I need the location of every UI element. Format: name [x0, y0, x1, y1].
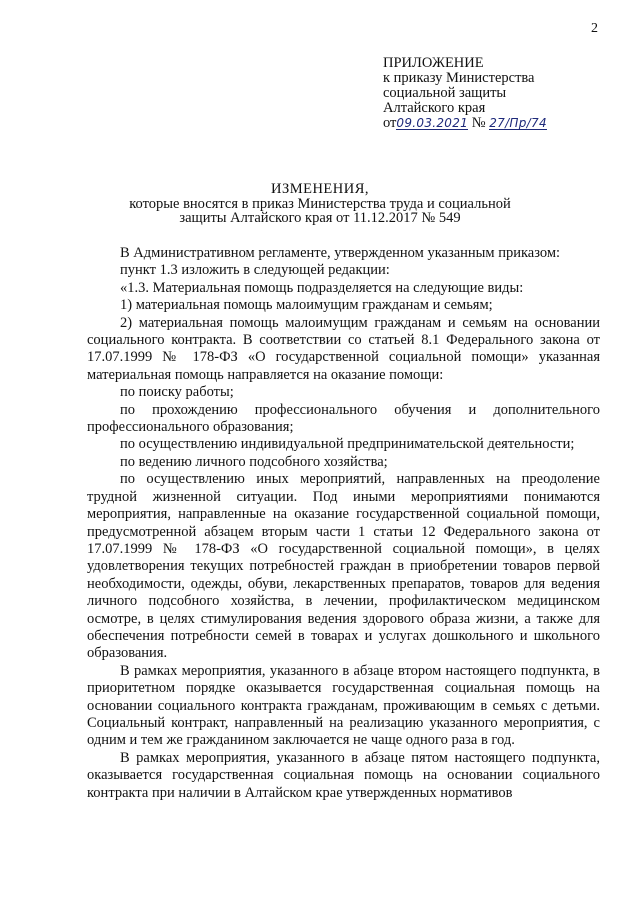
heading-line-1: которые вносятся в приказ Министерства труда и социальной — [129, 195, 511, 212]
appendix-line-3: Алтайского края — [383, 100, 486, 116]
paragraph-clause: пункт 1.3 изложить в следующей редакции: — [120, 262, 390, 279]
paragraph-fifth-measure: В рамках мероприятия, указанного в абзаце пятом настоящего подпункта, оказывается государственная социальная помощь на основании социального контракта при наличии в Алтайском крае утвержденных нормативов — [87, 749, 600, 801]
paragraph-job-search: по поиску работы; — [120, 384, 234, 401]
paragraph-item-1: 1) материальная помощь малоимущим гражданам и семьям; — [120, 297, 493, 314]
handwritten-order-number: 27/Пр/74 — [489, 116, 547, 130]
paragraph-families-priority: В рамках мероприятия, указанного в абзаце втором настоящего подпункта, в приоритетном порядке оказывается государственная социальная помощь на основании социального контракта гражданам, проживающим в семьях с детьми. Социальный контракт, направленный на реализацию указанного мероприятия, с одним и тем же гражданином заключается не чаще одного раза в год. — [87, 662, 600, 749]
appendix-block — [383, 56, 547, 131]
paragraph-training: по прохождению профессионального обучения и дополнительного профессионального образования; — [87, 401, 600, 436]
paragraph-other-measures: по осуществлению иных мероприятий, направленных на преодоление трудной жизненной ситуации. Под иными мероприятиями понимаются мероприятия, направленные на оказание государственной социальной помощи, предусмотренной абзацем вторым части 1 статьи 12 Федерального закона от 17.07.1999 № 178-ФЗ «О государственной социальной помощи», в целях удовлетворения текущих потребностей граждан в приобретении товаров первой необходимости, одежды, обуви, лекарственных препаратов, товаров для ведения личного подсобного хозяйства, в лечении, профилактическом медицинском осмотре, в целях стимулирования ведения здорового образа жизни, а также для обеспечения потребности семей в товарах и услугах дошкольного и школьного образования. — [87, 471, 600, 662]
number-prefix: № — [471, 115, 486, 131]
heading-line-2: защиты Алтайского края от 11.12.2017 № 549 — [179, 210, 461, 226]
paragraph-item-2: 2) материальная помощь малоимущим гражданам и семьям на основании социального контракта. В соответствии со статьей 8.1 Федерального закона от 17.07.1999 № 178-ФЗ «О государственной социальной помощи» указанная материальная помощь направляется на оказание помощи: — [87, 314, 600, 383]
paragraph-entrepreneurship: по осуществлению индивидуальной предпринимательской деятельности; — [120, 436, 575, 453]
appendix-line-2: социальной защиты — [383, 85, 507, 101]
appendix-date-line — [383, 116, 547, 131]
date-prefix: от — [383, 115, 397, 131]
appendix-line-1: к приказу Министерства — [383, 70, 535, 86]
paragraph-household: по ведению личного подсобного хозяйства; — [120, 453, 388, 470]
document-body — [87, 245, 600, 802]
page-number: 2 — [591, 21, 598, 36]
paragraph-intro: В Административном регламенте, утвержденном указанным приказом: — [120, 245, 561, 261]
heading-title: ИЗМЕНЕНИЯ, — [270, 181, 370, 197]
document-heading — [0, 182, 640, 226]
handwritten-date: 09.03.2021 — [396, 116, 469, 130]
appendix-title: ПРИЛОЖЕНИЕ — [383, 55, 484, 71]
paragraph-1-3: «1.3. Материальная помощь подразделяется на следующие виды: — [120, 279, 524, 296]
